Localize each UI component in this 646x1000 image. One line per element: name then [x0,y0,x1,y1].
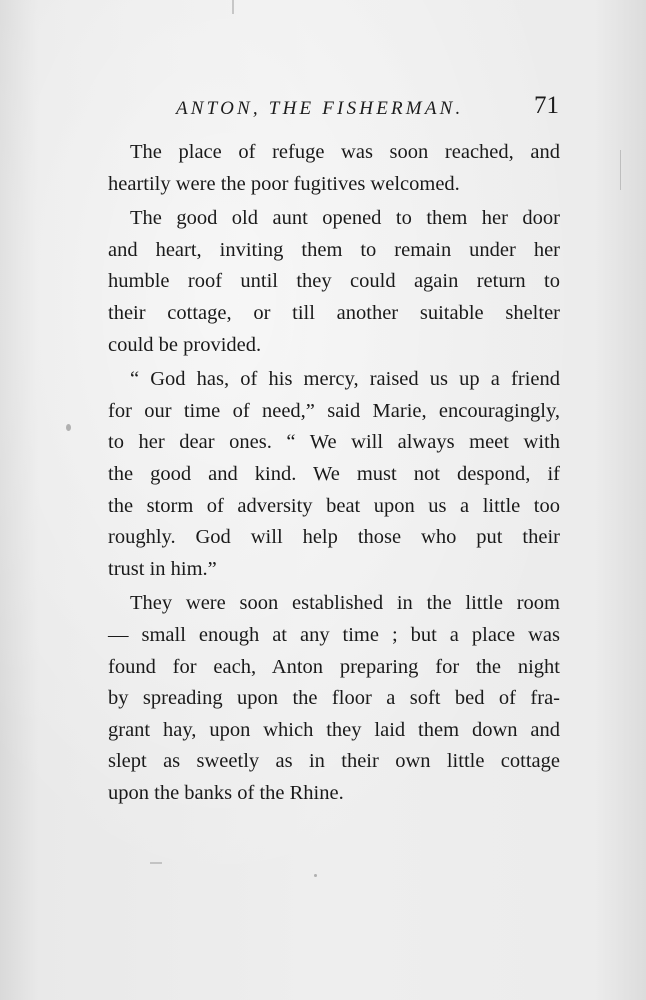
text-line: trust in him.” [108,557,217,580]
text-line: the storm of adversity beat upon us a little too [108,494,560,517]
text-line: their cottage, or till another suitable shelter [108,301,560,324]
paragraph-1 [108,137,560,200]
text-line: humble roof until they could again return to [108,270,560,293]
text-line: and heart, inviting them to remain under her [108,238,560,261]
paper-speck [66,424,71,431]
text-line: the good and kind. We must not despond, if [108,462,560,485]
text-line: grant hay, upon which they laid them down and [108,718,560,741]
paper-scratch [150,862,162,864]
text-line: slept as sweetly as in their own little cottage [108,750,560,773]
paper-scratch [232,0,234,14]
page-number: 71 [534,92,559,119]
running-head-title: ANTON, THE FISHERMAN. [176,98,464,119]
text-line: found for each, Anton preparing for the night [108,655,560,678]
text-line: heartily were the poor fugitives welcomed. [108,172,460,195]
text-line: upon the banks of the Rhine. [108,781,344,804]
paper-speck [314,874,317,877]
paper-scratch [620,150,621,190]
text-line: “ God has, of his mercy, raised us up a friend [130,368,560,391]
paragraph-3 [108,364,560,585]
text-line: could be provided. [108,333,262,356]
text-line: — small enough at any time ; but a place was [108,623,560,646]
paragraph-2 [108,203,560,361]
text-line: The good old aunt opened to them her door [130,207,560,230]
running-head [0,92,646,126]
body-text [108,137,560,812]
text-line: for our time of need,” said Marie, encouragingly, [108,399,560,422]
text-line: by spreading upon the floor a soft bed of fra- [108,687,560,710]
text-line: roughly. God will help those who put their [108,526,560,549]
text-line: to her dear ones. “ We will always meet with [108,431,560,454]
text-line: They were soon established in the little room [130,592,560,615]
text-line: The place of refuge was soon reached, and [130,141,560,163]
paragraph-4 [108,588,560,809]
